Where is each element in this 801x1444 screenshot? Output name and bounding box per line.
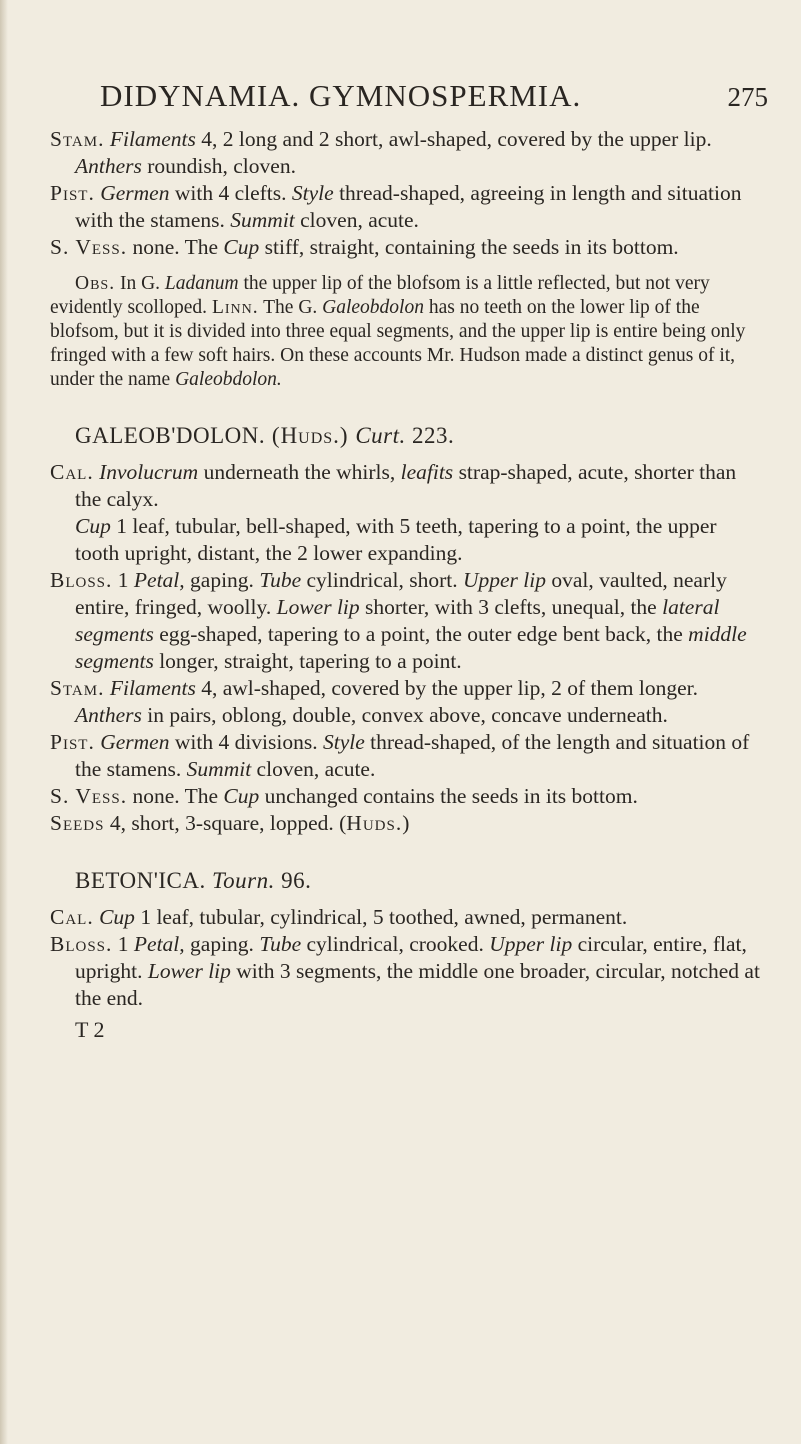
text: thread-shaped, of the length and situation of the stamens. <box>75 730 750 781</box>
term: lateral segments <box>75 595 720 646</box>
text: roundish, cloven. <box>141 154 296 178</box>
stamens-entry <box>50 126 762 180</box>
pistil-entry <box>50 180 762 234</box>
text: gaping. <box>184 568 260 592</box>
term: Germen <box>100 181 170 205</box>
text: 1 leaf, tubular, bell-shaped, with 5 teeth, tapering to a point, the upper tooth upright, distant, the 2 lower expanding. <box>75 514 717 565</box>
seeds-entry <box>50 810 762 837</box>
text: In G. <box>115 273 165 294</box>
term: middle segments <box>75 622 747 673</box>
entry-label: Pist. <box>50 730 95 754</box>
text: ) <box>402 811 410 835</box>
calyx-entry <box>50 459 762 513</box>
text: 4, short, 3-square, lopped. ( <box>104 811 347 835</box>
genus-heading-galeobdolon <box>75 422 762 449</box>
entry-label: Bloss. <box>50 568 113 592</box>
text: none. The <box>127 784 224 808</box>
term: Anthers <box>75 154 142 178</box>
term: Tube <box>259 568 302 592</box>
reference: Curt. <box>355 423 406 448</box>
term: Anthers <box>75 703 142 727</box>
text: 4, awl-shaped, covered by the upper lip, 2 of them longer. <box>195 676 698 700</box>
text: egg-shaped, tapering to a point, the outer edge bent back, the <box>153 622 689 646</box>
running-title: DIDYNAMIA. GYMNOSPERMIA. <box>100 78 582 113</box>
page-body <box>50 126 762 1043</box>
text: in pairs, oblong, double, convex above, concave underneath. <box>141 703 668 727</box>
text: The G. <box>258 297 323 318</box>
term: Galeobdolon <box>322 297 424 318</box>
term: leafits <box>400 460 454 484</box>
blossom-entry <box>50 931 762 1012</box>
authority: Huds. <box>346 811 403 835</box>
term: Summit <box>230 208 295 232</box>
signature-mark: T 2 <box>75 1017 105 1042</box>
text: longer, straight, tapering to a point. <box>153 649 462 673</box>
term: Filaments <box>109 127 196 151</box>
text: the upper lip of the blofsom is a little reflected, but not very evidently scolloped. <box>50 273 710 318</box>
text: cloven, acute. <box>251 757 376 781</box>
term: Style <box>323 730 365 754</box>
entry-label: Cal. <box>50 905 94 929</box>
text: circular, entire, flat, upright. <box>75 932 747 983</box>
text: 1 leaf, tubular, cylindrical, 5 toothed, awned, permanent. <box>134 905 628 929</box>
obs-label: Obs. <box>75 273 116 294</box>
page-number: 275 <box>727 82 768 112</box>
reference-number: 223. <box>405 423 455 448</box>
authority: (Huds.) <box>265 423 356 448</box>
entry-label: Stam. <box>50 127 105 151</box>
genus-name: BETON'ICA. <box>75 868 206 893</box>
term: Cup <box>75 514 111 538</box>
text: unchanged contains the seeds in its bottom. <box>259 784 638 808</box>
text: 4, 2 long and 2 short, awl-shaped, covered by the upper lip. <box>195 127 712 151</box>
text: cylindrical, crooked. <box>301 932 490 956</box>
page-header <box>100 78 780 118</box>
text: has no teeth on the lower lip of the blofsom, but it is divided into three equal segments, and the upper lip is entire being only fringed with a few soft hairs. On these accounts Mr. Hudson made a distinct genus of it, under the name <box>50 297 746 390</box>
entry-label: Pist. <box>50 181 95 205</box>
term: Petal, <box>133 568 185 592</box>
term: Cup <box>99 905 135 929</box>
reference: Tourn. <box>205 868 275 893</box>
term: Upper lip <box>489 932 573 956</box>
term: Galeobdolon. <box>175 369 282 390</box>
term: Lower lip <box>147 959 231 983</box>
text: oval, vaulted, nearly entire, fringed, woolly. <box>75 568 727 619</box>
text: underneath the whirls, <box>198 460 401 484</box>
term: Filaments <box>109 676 196 700</box>
author: Linn. <box>211 297 259 318</box>
term: Lower lip <box>276 595 360 619</box>
entry-label: Stam. <box>50 676 105 700</box>
genus-heading-betonica <box>75 867 762 894</box>
term: Style <box>291 181 334 205</box>
blossom-entry <box>50 567 762 675</box>
text: none. The <box>127 235 224 259</box>
stamens-entry <box>50 675 762 729</box>
term: Petal, <box>133 932 185 956</box>
term: Germen <box>100 730 170 754</box>
text: with 3 segments, the middle one broader, circular, notched at the end. <box>75 959 760 1010</box>
entry-label: S. Vess. <box>50 784 128 808</box>
reference-number: 96. <box>274 868 312 893</box>
text: shorter, with 3 clefts, unequal, the <box>359 595 663 619</box>
text: 1 <box>112 932 134 956</box>
text: cloven, acute. <box>294 208 419 232</box>
term: Ladanum <box>164 273 239 294</box>
entry-label: Seeds <box>50 811 105 835</box>
entry-label: Bloss. <box>50 932 113 956</box>
seed-vessel-entry <box>50 783 762 810</box>
cup-entry <box>50 513 762 567</box>
entry-label: Cal. <box>50 460 94 484</box>
text: with 4 divisions. <box>169 730 323 754</box>
term: Summit <box>186 757 252 781</box>
term: Cup <box>223 235 260 259</box>
term: Tube <box>259 932 302 956</box>
genus-name: GALEOB'DOLON. <box>75 423 266 448</box>
term: Upper lip <box>462 568 546 592</box>
page-edge-shadow <box>0 0 8 1444</box>
entry-label: S. Vess. <box>50 235 128 259</box>
text: 1 <box>112 568 134 592</box>
term: Involucrum <box>99 460 199 484</box>
term: Cup <box>223 784 260 808</box>
text: gaping. <box>184 932 260 956</box>
seed-vessel-entry <box>50 234 762 261</box>
calyx-entry <box>50 904 762 931</box>
text: cylindrical, short. <box>301 568 463 592</box>
text: stiff, straight, containing the seeds in its bottom. <box>259 235 679 259</box>
pistil-entry <box>50 729 762 783</box>
text: with 4 clefts. <box>169 181 292 205</box>
observation-note <box>50 272 762 392</box>
text: strap-shaped, acute, shorter than the calyx. <box>75 460 737 511</box>
text: thread-shaped, agreeing in length and situation with the stamens. <box>75 181 742 232</box>
